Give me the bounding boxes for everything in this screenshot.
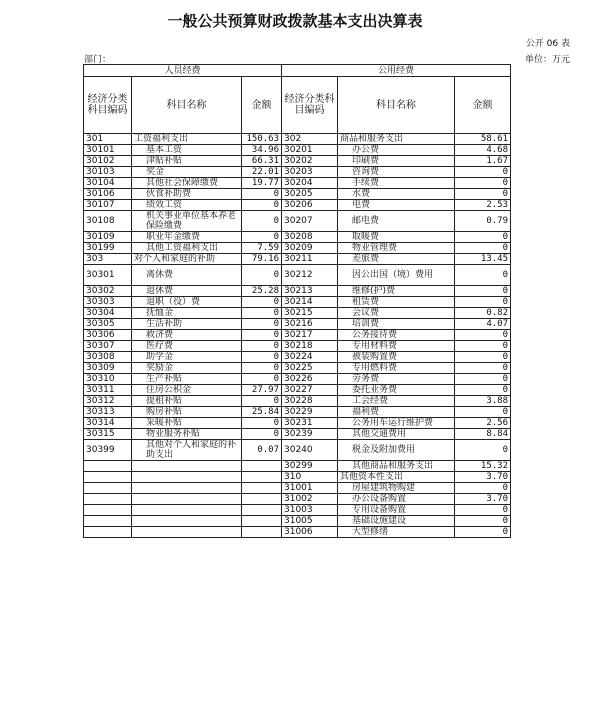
left-amount-cell bbox=[242, 527, 282, 538]
left-amount-cell: 0 bbox=[242, 200, 282, 211]
left-code-cell: 303 bbox=[84, 254, 132, 265]
left-name-cell: 抚恤金 bbox=[132, 308, 242, 319]
right-code-cell: 30231 bbox=[282, 418, 338, 429]
table-row bbox=[84, 232, 511, 243]
left-amount-cell: 0 bbox=[242, 330, 282, 341]
right-name-cell: 手续费 bbox=[338, 178, 455, 189]
right-amount-cell: 8.84 bbox=[455, 429, 511, 440]
left-code-cell: 30309 bbox=[84, 363, 132, 374]
right-code-cell: 30213 bbox=[282, 286, 338, 297]
left-code-cell: 30107 bbox=[84, 200, 132, 211]
left-name-cell: 生活补助 bbox=[132, 319, 242, 330]
table-row bbox=[84, 134, 511, 145]
column-header-code-right: 经济分类科目编码 bbox=[282, 77, 338, 134]
left-code-cell: 30314 bbox=[84, 418, 132, 429]
left-amount-cell bbox=[242, 516, 282, 527]
right-code-cell: 30209 bbox=[282, 243, 338, 254]
left-code-cell bbox=[84, 516, 132, 527]
left-name-cell: 助学金 bbox=[132, 352, 242, 363]
right-amount-cell: 0 bbox=[455, 440, 511, 461]
right-amount-cell: 0 bbox=[455, 352, 511, 363]
table-body bbox=[84, 134, 511, 538]
left-code-cell: 30303 bbox=[84, 297, 132, 308]
left-amount-cell bbox=[242, 483, 282, 494]
left-name-cell: 其他对个人和家庭的补助支出 bbox=[132, 440, 242, 461]
left-name-cell bbox=[132, 505, 242, 516]
table-row bbox=[84, 407, 511, 418]
left-code-cell: 30103 bbox=[84, 167, 132, 178]
right-code-cell: 30228 bbox=[282, 396, 338, 407]
group-header-public: 公用经费 bbox=[282, 65, 511, 77]
left-amount-cell: 0 bbox=[242, 189, 282, 200]
left-name-cell: 退休费 bbox=[132, 286, 242, 297]
right-code-cell: 31005 bbox=[282, 516, 338, 527]
right-amount-cell: 0 bbox=[455, 232, 511, 243]
right-code-cell: 31001 bbox=[282, 483, 338, 494]
right-name-cell: 劳务费 bbox=[338, 374, 455, 385]
table-row bbox=[84, 167, 511, 178]
left-name-cell: 其他工资福利支出 bbox=[132, 243, 242, 254]
left-code-cell bbox=[84, 472, 132, 483]
table-row bbox=[84, 211, 511, 232]
table-row bbox=[84, 516, 511, 527]
right-amount-cell: 0 bbox=[455, 407, 511, 418]
right-name-cell: 办公费 bbox=[338, 145, 455, 156]
right-amount-cell: 4.68 bbox=[455, 145, 511, 156]
column-header-amount-left: 金额 bbox=[242, 77, 282, 134]
right-name-cell: 工会经费 bbox=[338, 396, 455, 407]
table-row bbox=[84, 145, 511, 156]
right-code-cell: 310 bbox=[282, 472, 338, 483]
right-amount-cell: 0 bbox=[455, 297, 511, 308]
table-row bbox=[84, 483, 511, 494]
left-name-cell: 奖励金 bbox=[132, 363, 242, 374]
right-amount-cell: 0 bbox=[455, 330, 511, 341]
right-name-cell: 其他资本性支出 bbox=[338, 472, 455, 483]
right-code-cell: 30215 bbox=[282, 308, 338, 319]
right-code-cell: 30225 bbox=[282, 363, 338, 374]
budget-table bbox=[83, 64, 511, 538]
right-name-cell: 基础设施建设 bbox=[338, 516, 455, 527]
left-code-cell: 30313 bbox=[84, 407, 132, 418]
right-code-cell: 30227 bbox=[282, 385, 338, 396]
right-name-cell: 商品和服务支出 bbox=[338, 134, 455, 145]
right-name-cell: 专用设备购置 bbox=[338, 505, 455, 516]
right-amount-cell: 0 bbox=[455, 167, 511, 178]
right-code-cell: 30203 bbox=[282, 167, 338, 178]
table-row bbox=[84, 505, 511, 516]
table-row bbox=[84, 396, 511, 407]
right-name-cell: 公务接待费 bbox=[338, 330, 455, 341]
department-label: 部门： bbox=[84, 55, 112, 65]
left-name-cell: 其他社会保障缴费 bbox=[132, 178, 242, 189]
right-code-cell: 30211 bbox=[282, 254, 338, 265]
right-code-cell: 31003 bbox=[282, 505, 338, 516]
table-row bbox=[84, 385, 511, 396]
right-amount-cell: 0.79 bbox=[455, 211, 511, 232]
left-amount-cell: 0 bbox=[242, 297, 282, 308]
table-row bbox=[84, 352, 511, 363]
left-code-cell: 30301 bbox=[84, 265, 132, 286]
right-code-cell: 30214 bbox=[282, 297, 338, 308]
right-amount-cell: 0 bbox=[455, 374, 511, 385]
left-amount-cell: 25.28 bbox=[242, 286, 282, 297]
right-amount-cell: 0.82 bbox=[455, 308, 511, 319]
table-row bbox=[84, 308, 511, 319]
right-amount-cell: 0 bbox=[455, 178, 511, 189]
right-amount-cell: 0 bbox=[455, 527, 511, 538]
left-amount-cell: 0 bbox=[242, 341, 282, 352]
left-code-cell: 30311 bbox=[84, 385, 132, 396]
right-name-cell: 咨询费 bbox=[338, 167, 455, 178]
right-code-cell: 30202 bbox=[282, 156, 338, 167]
right-name-cell: 福利费 bbox=[338, 407, 455, 418]
right-code-cell: 30239 bbox=[282, 429, 338, 440]
left-name-cell: 伙食补助费 bbox=[132, 189, 242, 200]
right-code-cell: 30206 bbox=[282, 200, 338, 211]
right-amount-cell: 3.70 bbox=[455, 472, 511, 483]
right-name-cell: 取暖费 bbox=[338, 232, 455, 243]
left-amount-cell: 0 bbox=[242, 363, 282, 374]
left-code-cell: 30399 bbox=[84, 440, 132, 461]
right-code-cell: 31006 bbox=[282, 527, 338, 538]
left-name-cell: 退职（役）费 bbox=[132, 297, 242, 308]
left-code-cell bbox=[84, 505, 132, 516]
right-code-cell: 30299 bbox=[282, 461, 338, 472]
table-row bbox=[84, 156, 511, 167]
left-name-cell: 医疗费 bbox=[132, 341, 242, 352]
right-name-cell: 办公设备购置 bbox=[338, 494, 455, 505]
right-code-cell: 302 bbox=[282, 134, 338, 145]
left-amount-cell: 0.07 bbox=[242, 440, 282, 461]
right-code-cell: 30212 bbox=[282, 265, 338, 286]
right-amount-cell: 2.53 bbox=[455, 200, 511, 211]
left-amount-cell bbox=[242, 472, 282, 483]
left-code-cell: 30307 bbox=[84, 341, 132, 352]
right-name-cell: 水费 bbox=[338, 189, 455, 200]
right-code-cell: 31002 bbox=[282, 494, 338, 505]
table-row bbox=[84, 297, 511, 308]
table-row bbox=[84, 200, 511, 211]
left-name-cell: 绩效工资 bbox=[132, 200, 242, 211]
left-amount-cell bbox=[242, 461, 282, 472]
left-amount-cell: 0 bbox=[242, 211, 282, 232]
table-row bbox=[84, 319, 511, 330]
left-code-cell: 30315 bbox=[84, 429, 132, 440]
right-code-cell: 30207 bbox=[282, 211, 338, 232]
right-name-cell: 物业管理费 bbox=[338, 243, 455, 254]
right-name-cell: 专用材料费 bbox=[338, 341, 455, 352]
right-name-cell: 维修(护)费 bbox=[338, 286, 455, 297]
right-name-cell: 委托业务费 bbox=[338, 385, 455, 396]
left-name-cell: 住房公积金 bbox=[132, 385, 242, 396]
left-code-cell: 30310 bbox=[84, 374, 132, 385]
right-amount-cell: 3.88 bbox=[455, 396, 511, 407]
right-amount-cell: 0 bbox=[455, 189, 511, 200]
left-name-cell: 对个人和家庭的补助 bbox=[132, 254, 242, 265]
left-code-cell: 301 bbox=[84, 134, 132, 145]
form-number: 公开 06 表 bbox=[525, 39, 570, 49]
left-amount-cell: 0 bbox=[242, 418, 282, 429]
left-name-cell: 物业服务补贴 bbox=[132, 429, 242, 440]
left-amount-cell: 0 bbox=[242, 429, 282, 440]
left-name-cell bbox=[132, 461, 242, 472]
table-row bbox=[84, 265, 511, 286]
left-amount-cell: 0 bbox=[242, 308, 282, 319]
right-name-cell: 邮电费 bbox=[338, 211, 455, 232]
right-code-cell: 30201 bbox=[282, 145, 338, 156]
right-name-cell: 差旅费 bbox=[338, 254, 455, 265]
right-name-cell: 电费 bbox=[338, 200, 455, 211]
table-row bbox=[84, 341, 511, 352]
table-row bbox=[84, 527, 511, 538]
right-amount-cell: 0 bbox=[455, 505, 511, 516]
left-amount-cell: 34.96 bbox=[242, 145, 282, 156]
column-header-name-right: 科目名称 bbox=[338, 77, 455, 134]
left-amount-cell: 0 bbox=[242, 396, 282, 407]
right-code-cell: 30208 bbox=[282, 232, 338, 243]
right-code-cell: 30217 bbox=[282, 330, 338, 341]
left-amount-cell: 7.59 bbox=[242, 243, 282, 254]
right-name-cell: 印刷费 bbox=[338, 156, 455, 167]
left-name-cell bbox=[132, 483, 242, 494]
right-name-cell: 房屋建筑物购建 bbox=[338, 483, 455, 494]
left-code-cell: 30199 bbox=[84, 243, 132, 254]
right-name-cell: 其他商品和服务支出 bbox=[338, 461, 455, 472]
table-row bbox=[84, 363, 511, 374]
table-row bbox=[84, 243, 511, 254]
left-amount-cell: 150.63 bbox=[242, 134, 282, 145]
left-amount-cell: 19.77 bbox=[242, 178, 282, 189]
left-name-cell: 提租补贴 bbox=[132, 396, 242, 407]
column-header-code-left: 经济分类科目编码 bbox=[84, 77, 132, 134]
left-name-cell: 机关事业单位基本养老保险缴费 bbox=[132, 211, 242, 232]
left-amount-cell bbox=[242, 494, 282, 505]
left-code-cell: 30108 bbox=[84, 211, 132, 232]
right-name-cell: 其他交通费用 bbox=[338, 429, 455, 440]
left-name-cell bbox=[132, 516, 242, 527]
left-code-cell bbox=[84, 527, 132, 538]
left-name-cell: 工资福利支出 bbox=[132, 134, 242, 145]
left-amount-cell: 25.84 bbox=[242, 407, 282, 418]
left-code-cell: 30312 bbox=[84, 396, 132, 407]
left-amount-cell: 0 bbox=[242, 352, 282, 363]
left-amount-cell bbox=[242, 505, 282, 516]
left-name-cell: 奖金 bbox=[132, 167, 242, 178]
table-row bbox=[84, 461, 511, 472]
right-amount-cell: 0 bbox=[455, 341, 511, 352]
left-code-cell: 30109 bbox=[84, 232, 132, 243]
table-row bbox=[84, 330, 511, 341]
table-row bbox=[84, 286, 511, 297]
left-code-cell: 30308 bbox=[84, 352, 132, 363]
left-code-cell: 30304 bbox=[84, 308, 132, 319]
right-code-cell: 30229 bbox=[282, 407, 338, 418]
right-amount-cell: 3.70 bbox=[455, 494, 511, 505]
table-row bbox=[84, 254, 511, 265]
right-amount-cell: 0 bbox=[455, 385, 511, 396]
right-amount-cell: 0 bbox=[455, 516, 511, 527]
table-row bbox=[84, 494, 511, 505]
left-name-cell: 离休费 bbox=[132, 265, 242, 286]
right-name-cell: 租赁费 bbox=[338, 297, 455, 308]
right-amount-cell: 4.07 bbox=[455, 319, 511, 330]
left-name-cell: 津贴补贴 bbox=[132, 156, 242, 167]
table-row bbox=[84, 178, 511, 189]
left-code-cell: 30104 bbox=[84, 178, 132, 189]
left-code-cell bbox=[84, 483, 132, 494]
right-code-cell: 30216 bbox=[282, 319, 338, 330]
left-code-cell: 30306 bbox=[84, 330, 132, 341]
right-amount-cell: 0 bbox=[455, 243, 511, 254]
left-amount-cell: 0 bbox=[242, 265, 282, 286]
left-code-cell: 30101 bbox=[84, 145, 132, 156]
right-code-cell: 30240 bbox=[282, 440, 338, 461]
right-code-cell: 30226 bbox=[282, 374, 338, 385]
left-amount-cell: 0 bbox=[242, 232, 282, 243]
right-code-cell: 30218 bbox=[282, 341, 338, 352]
right-amount-cell: 15.32 bbox=[455, 461, 511, 472]
right-name-cell: 会议费 bbox=[338, 308, 455, 319]
right-name-cell: 大型修缮 bbox=[338, 527, 455, 538]
left-code-cell: 30302 bbox=[84, 286, 132, 297]
left-amount-cell: 22.01 bbox=[242, 167, 282, 178]
table-row bbox=[84, 374, 511, 385]
right-code-cell: 30224 bbox=[282, 352, 338, 363]
right-name-cell: 公务用车运行维护费 bbox=[338, 418, 455, 429]
left-code-cell: 30106 bbox=[84, 189, 132, 200]
table-row bbox=[84, 440, 511, 461]
right-amount-cell: 0 bbox=[455, 265, 511, 286]
right-amount-cell: 13.45 bbox=[455, 254, 511, 265]
left-code-cell bbox=[84, 461, 132, 472]
right-amount-cell: 1.67 bbox=[455, 156, 511, 167]
right-name-cell: 被装购置费 bbox=[338, 352, 455, 363]
left-amount-cell: 66.31 bbox=[242, 156, 282, 167]
right-name-cell: 专用燃料费 bbox=[338, 363, 455, 374]
left-name-cell: 救济费 bbox=[132, 330, 242, 341]
unit-label: 单位：万元 bbox=[524, 55, 570, 65]
right-amount-cell: 0 bbox=[455, 483, 511, 494]
left-name-cell: 职业年金缴费 bbox=[132, 232, 242, 243]
table-row bbox=[84, 429, 511, 440]
left-name-cell bbox=[132, 472, 242, 483]
table-row bbox=[84, 418, 511, 429]
left-name-cell: 购房补贴 bbox=[132, 407, 242, 418]
right-amount-cell: 2.56 bbox=[455, 418, 511, 429]
column-header-name-left: 科目名称 bbox=[132, 77, 242, 134]
left-amount-cell: 0 bbox=[242, 374, 282, 385]
right-name-cell: 培训费 bbox=[338, 319, 455, 330]
column-header-amount-right: 金额 bbox=[455, 77, 511, 134]
group-header-personnel: 人员经费 bbox=[84, 65, 282, 77]
right-name-cell: 因公出国（境）费用 bbox=[338, 265, 455, 286]
left-amount-cell: 0 bbox=[242, 319, 282, 330]
left-amount-cell: 79.16 bbox=[242, 254, 282, 265]
page-title: 一般公共预算财政拨款基本支出决算表 bbox=[167, 12, 423, 30]
right-name-cell: 税金及附加费用 bbox=[338, 440, 455, 461]
table-row bbox=[84, 472, 511, 483]
left-name-cell: 基本工资 bbox=[132, 145, 242, 156]
left-name-cell: 采暖补贴 bbox=[132, 418, 242, 429]
left-name-cell bbox=[132, 527, 242, 538]
table-row bbox=[84, 189, 511, 200]
right-code-cell: 30204 bbox=[282, 178, 338, 189]
right-amount-cell: 0 bbox=[455, 286, 511, 297]
left-code-cell: 30102 bbox=[84, 156, 132, 167]
left-amount-cell: 27.97 bbox=[242, 385, 282, 396]
left-name-cell bbox=[132, 494, 242, 505]
right-code-cell: 30205 bbox=[282, 189, 338, 200]
left-code-cell bbox=[84, 494, 132, 505]
left-code-cell: 30305 bbox=[84, 319, 132, 330]
left-name-cell: 生产补贴 bbox=[132, 374, 242, 385]
right-amount-cell: 0 bbox=[455, 363, 511, 374]
right-amount-cell: 58.61 bbox=[455, 134, 511, 145]
